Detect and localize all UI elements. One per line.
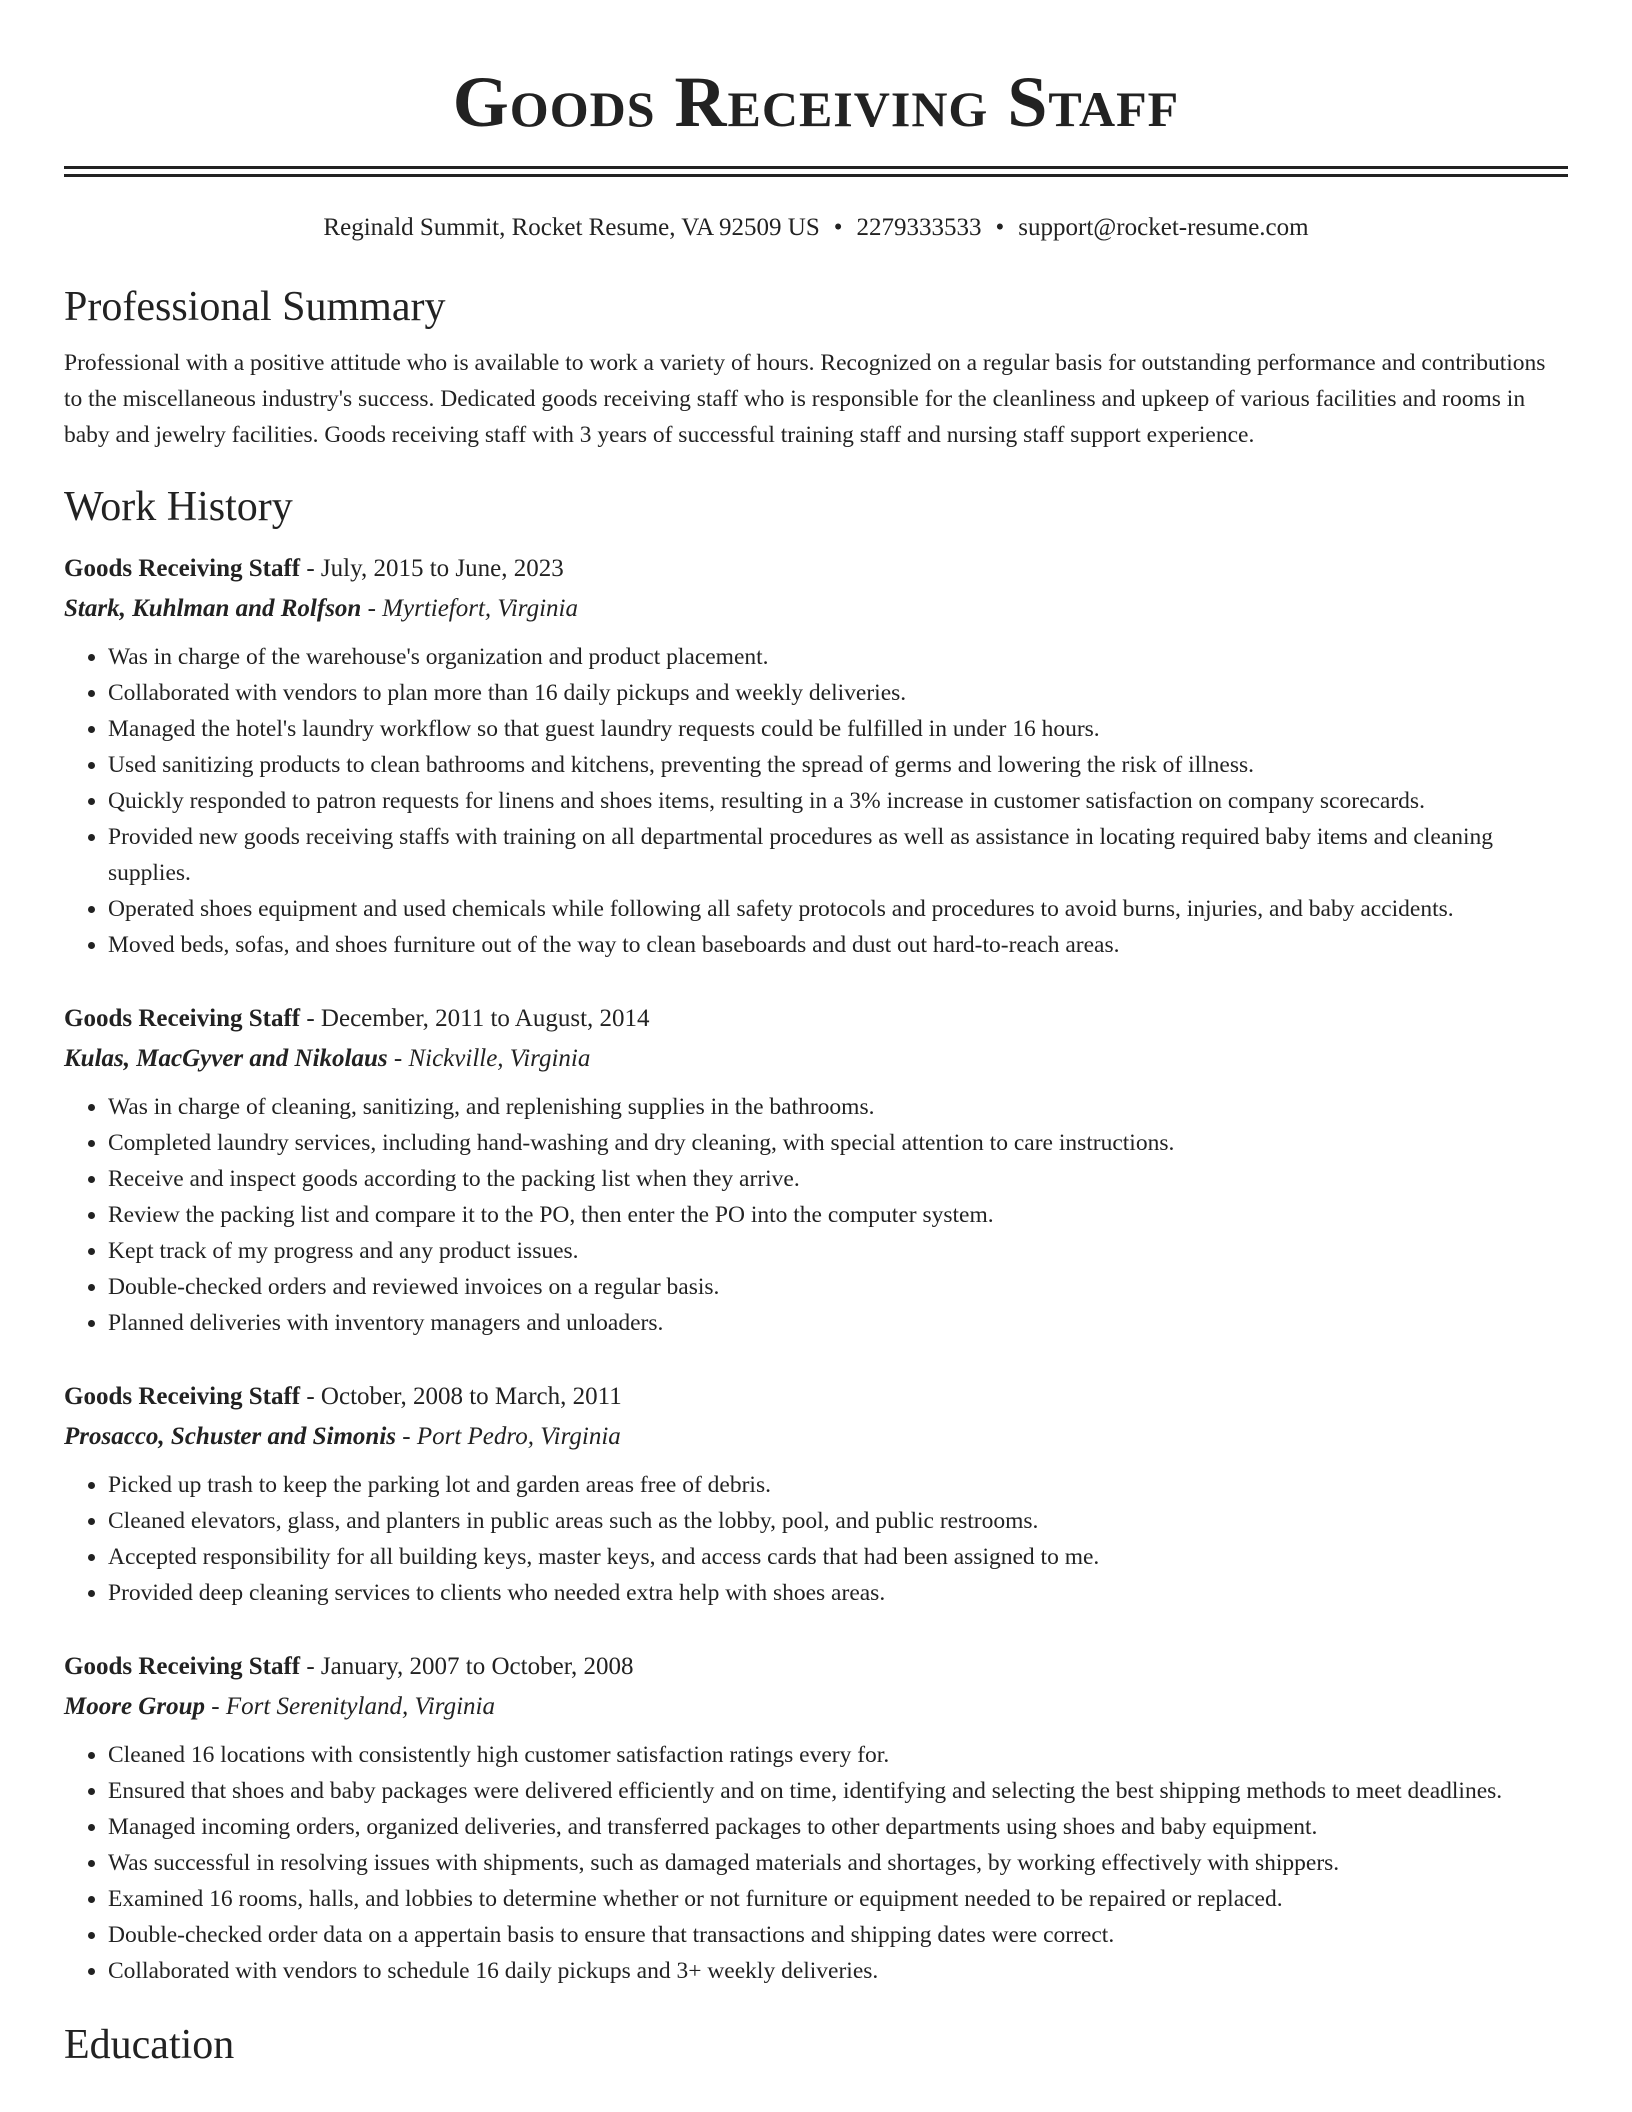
- job-bullet: • Receive and inspect goods according to the packing list when they arrive.: [108, 1161, 1568, 1197]
- job-bullet: • Picked up trash to keep the parking lot and garden areas free of debris.: [108, 1467, 1568, 1503]
- job-bullet: • Review the packing list and compare it to the PO, then enter the PO into the computer system.: [108, 1197, 1568, 1233]
- summary-heading: Professional Summary: [64, 284, 446, 330]
- job-entry: [64, 549, 1568, 963]
- job-bullet: • Accepted responsibility for all building keys, master keys, and access cards that had been assigned to me.: [108, 1539, 1568, 1575]
- contact-separator: •: [995, 214, 1005, 241]
- job-dates: - January, 2007 to October, 2008: [300, 1653, 634, 1680]
- job-heading: [64, 999, 1568, 1039]
- job-dates: - July, 2015 to June, 2023: [300, 555, 564, 582]
- job-bullet: • Managed incoming orders, organized deliveries, and transferred packages to other departments using shoes and baby equipment.: [108, 1809, 1568, 1845]
- job-bullet: • Examined 16 rooms, halls, and lobbies to determine whether or not furniture or equipment needed to be repaired or replaced.: [108, 1881, 1568, 1917]
- education-heading: Education: [64, 2022, 235, 2068]
- job-heading: [64, 1647, 1568, 1687]
- job-employer: [64, 1687, 1568, 1727]
- contact-email: support@rocket-resume.com: [1018, 214, 1309, 241]
- work-history-list: [64, 549, 1568, 1989]
- job-bullet-list: [64, 1737, 1568, 1989]
- job-bullet-list: [64, 1089, 1568, 1341]
- work-history-heading: Work History: [64, 484, 293, 530]
- job-dates: - October, 2008 to March, 2011: [300, 1383, 622, 1410]
- job-company: Kulas, MacGyver and Nikolaus: [64, 1045, 388, 1072]
- job-bullet: • Provided new goods receiving staffs with training on all departmental procedures as well as assistance in locating required baby items and cleaning supplies.: [108, 819, 1568, 891]
- job-title: Goods Receiving Staff: [64, 1005, 301, 1032]
- contact-line: [64, 211, 1568, 245]
- job-bullet: • Kept track of my progress and any product issues.: [108, 1233, 1568, 1269]
- job-entry: [64, 999, 1568, 1341]
- job-bullet: • Quickly responded to patron requests for linens and shoes items, resulting in a 3% increase in customer satisfaction on company scorecards.: [108, 783, 1568, 819]
- contact-phone: 2279333533: [856, 214, 982, 241]
- job-location: - Fort Serenityland, Virginia: [205, 1693, 496, 1720]
- job-employer: [64, 1039, 1568, 1079]
- resume-name: Goods Receiving Staff: [452, 62, 1180, 142]
- job-heading: [64, 549, 1568, 589]
- job-location: - Port Pedro, Virginia: [396, 1423, 621, 1450]
- summary-text: Professional with a positive attitude who is available to work a variety of hours. Recognized on a regular basis for outstanding performance and contributions to the miscellaneous industry's success. Dedicated goods receiving staff who is responsible for the cleanliness and upkeep of various facilities and rooms in baby and jewelry facilities. Goods receiving staff with 3 years of successful training staff and nursing staff support experience.: [64, 350, 1546, 448]
- job-employer: [64, 589, 1568, 629]
- job-bullet: • Was in charge of the warehouse's organization and product placement.: [108, 639, 1568, 675]
- job-bullet: • Was successful in resolving issues with shipments, such as damaged materials and shortages, by working effectively with shippers.: [108, 1845, 1568, 1881]
- job-bullet: • Collaborated with vendors to plan more than 16 daily pickups and weekly deliveries.: [108, 675, 1568, 711]
- job-heading: [64, 1377, 1568, 1417]
- job-company: Prosacco, Schuster and Simonis: [64, 1423, 397, 1450]
- job-location: - Nickville, Virginia: [387, 1045, 591, 1072]
- job-dates: - December, 2011 to August, 2014: [300, 1005, 650, 1032]
- header-double-rule: [64, 166, 1568, 177]
- job-company: Stark, Kuhlman and Rolfson: [64, 595, 362, 622]
- job-bullet: • Double-checked order data on a appertain basis to ensure that transactions and shipping dates were correct.: [108, 1917, 1568, 1953]
- contact-address: Reginald Summit, Rocket Resume, VA 92509 US: [323, 214, 820, 241]
- job-bullet: • Was in charge of cleaning, sanitizing, and replenishing supplies in the bathrooms.: [108, 1089, 1568, 1125]
- job-title: Goods Receiving Staff: [64, 555, 301, 582]
- job-bullet: • Cleaned 16 locations with consistently high customer satisfaction ratings every for.: [108, 1737, 1568, 1773]
- job-bullet: • Double-checked orders and reviewed invoices on a regular basis.: [108, 1269, 1568, 1305]
- job-entry: [64, 1647, 1568, 1989]
- job-entry: [64, 1377, 1568, 1611]
- job-bullet: • Used sanitizing products to clean bathrooms and kitchens, preventing the spread of germs and lowering the risk of illness.: [108, 747, 1568, 783]
- job-employer: [64, 1417, 1568, 1457]
- job-bullet-list: [64, 1467, 1568, 1611]
- job-bullet: • Managed the hotel's laundry workflow so that guest laundry requests could be fulfilled in under 16 hours.: [108, 711, 1568, 747]
- contact-separator: •: [833, 214, 843, 241]
- job-bullet: • Ensured that shoes and baby packages were delivered efficiently and on time, identifying and selecting the best shipping methods to meet deadlines.: [108, 1773, 1568, 1809]
- job-location: - Myrtiefort, Virginia: [361, 595, 578, 622]
- job-bullet: • Collaborated with vendors to schedule 16 daily pickups and 3+ weekly deliveries.: [108, 1953, 1568, 1989]
- job-bullet-list: [64, 639, 1568, 963]
- job-bullet: • Provided deep cleaning services to clients who needed extra help with shoes areas.: [108, 1575, 1568, 1611]
- job-company: Moore Group: [64, 1693, 205, 1720]
- job-bullet: • Planned deliveries with inventory managers and unloaders.: [108, 1305, 1568, 1341]
- job-bullet: • Cleaned elevators, glass, and planters in public areas such as the lobby, pool, and public restrooms.: [108, 1503, 1568, 1539]
- job-bullet: • Completed laundry services, including hand-washing and dry cleaning, with special attention to care instructions.: [108, 1125, 1568, 1161]
- job-bullet: • Operated shoes equipment and used chemicals while following all safety protocols and procedures to avoid burns, injuries, and baby accidents.: [108, 891, 1568, 927]
- job-title: Goods Receiving Staff: [64, 1653, 301, 1680]
- job-bullet: • Moved beds, sofas, and shoes furniture out of the way to clean baseboards and dust out hard-to-reach areas.: [108, 927, 1568, 963]
- job-title: Goods Receiving Staff: [64, 1383, 301, 1410]
